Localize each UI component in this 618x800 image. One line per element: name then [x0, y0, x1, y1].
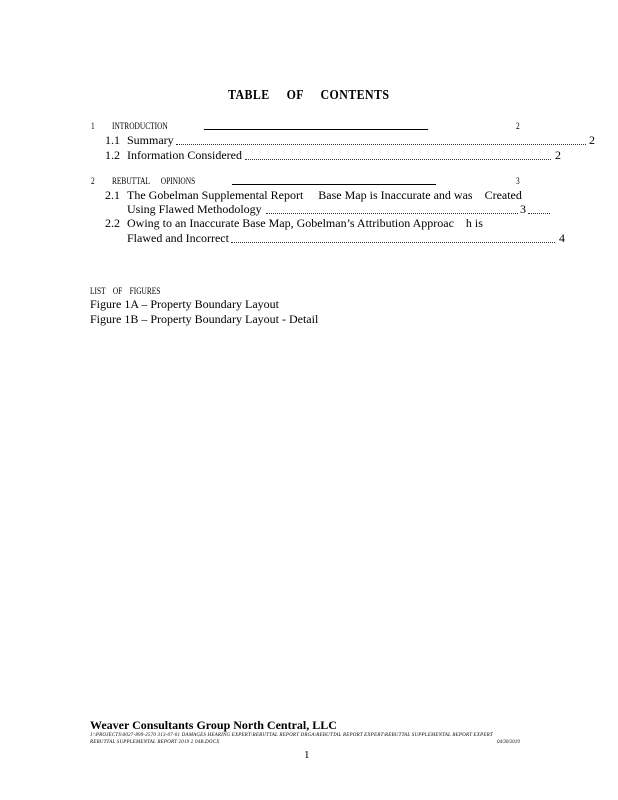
section-2-heading: REBUTTAL OPINIONS: [112, 176, 196, 186]
toc-entry-1-2-page[interactable]: 2: [555, 148, 561, 162]
toc-entry-2-1-page[interactable]: 3: [520, 202, 526, 216]
toc-entry-1-1-leader: [176, 144, 586, 145]
toc-entry-1-2-number[interactable]: 1.2: [105, 148, 120, 162]
toc-entry-2-2-number[interactable]: 2.2: [105, 216, 120, 230]
toc-entry-1-2-title[interactable]: Information Considered: [127, 148, 242, 162]
figure-item[interactable]: Figure 1A – Property Boundary Layout: [90, 297, 279, 311]
toc-entry-2-2-title-line2[interactable]: Flawed and Incorrect: [127, 231, 229, 245]
section-1-rule: [204, 129, 428, 130]
toc-entry-2-2-title-line1[interactable]: Owing to an Inaccurate Base Map, Gobelman’s Attribution Approac h is: [127, 216, 483, 230]
toc-entry-1-1-number[interactable]: 1.1: [105, 133, 120, 147]
figure-item[interactable]: Figure 1B – Property Boundary Layout - Detail: [90, 312, 319, 326]
toc-entry-1-2-leader: [245, 159, 551, 160]
toc-entry-1-1-title[interactable]: Summary: [127, 133, 174, 147]
list-of-figures-heading: LIST OF FIGURES: [90, 286, 161, 296]
toc-entry-2-1-trailing-leader: [528, 213, 550, 214]
footer-company: Weaver Consultants Group North Central, LLC: [90, 718, 337, 732]
section-2-page: 3: [516, 176, 520, 186]
section-1-page: 2: [516, 121, 520, 131]
toc-entry-1-1-page[interactable]: 2: [589, 133, 595, 147]
section-1-heading: INTRODUCTION: [112, 121, 168, 131]
toc-entry-2-2-leader: [231, 242, 555, 243]
page-number: 1: [304, 749, 310, 761]
toc-entry-2-2-page[interactable]: 4: [559, 231, 565, 245]
toc-entry-2-1-leader: [266, 213, 518, 214]
toc-entry-2-1-number[interactable]: 2.1: [105, 188, 120, 202]
toc-entry-2-1-title-line2[interactable]: Using Flawed Methodology: [127, 202, 262, 216]
footer-date: 04/30/2019: [497, 740, 520, 745]
toc-title: TABLE OF CONTENTS: [228, 88, 390, 103]
section-1-number: 1: [91, 121, 95, 131]
toc-entry-2-1-title-line1[interactable]: The Gobelman Supplemental Report Base Map is Inaccurate and was Created: [127, 188, 522, 202]
section-2-number: 2: [91, 176, 95, 186]
footer-file-path-line1: J:\PROJECTS\0027-899-2570 313-07-01 DAMAGES HEARING EXPERT\REBUTTAL REPORT DRGA\REBUTTAL REPORT EXPERT\REBUTTAL SUPPLEMENTAL REPORT EXPERT: [90, 733, 493, 738]
section-2-rule: [232, 184, 436, 185]
footer-file-path-line2: REBUTTAL SUPPLEMENTAL REPORT 2019 2 04B.DOCX: [90, 740, 220, 745]
